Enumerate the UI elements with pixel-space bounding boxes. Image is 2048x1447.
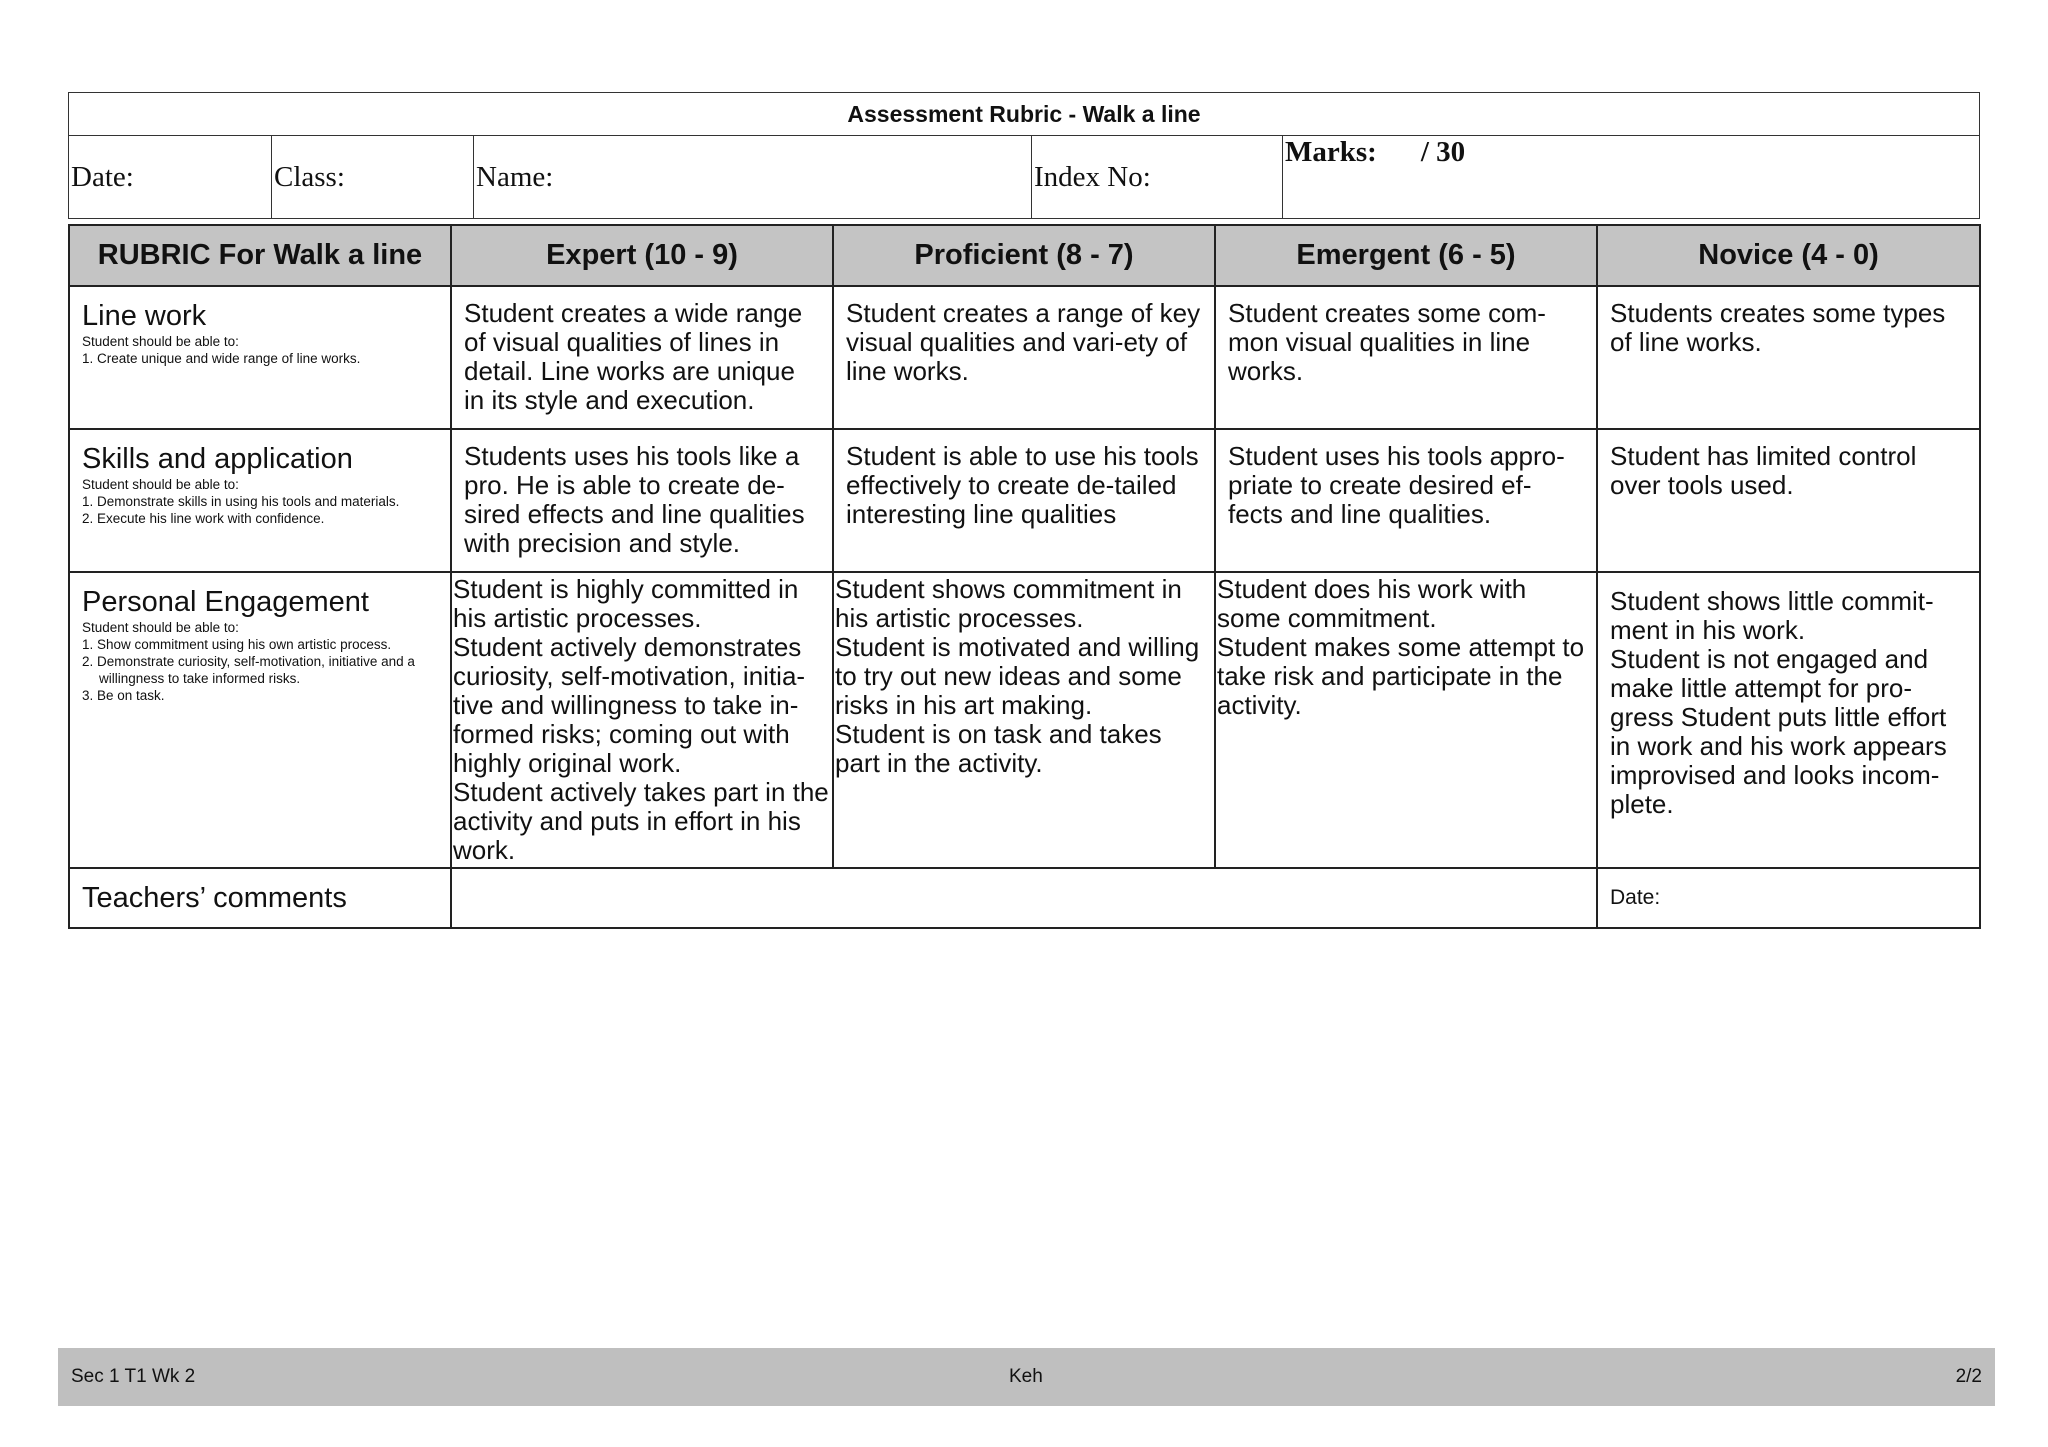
rubric-row-personal-engagement	[69, 572, 1980, 868]
marks-total: / 30	[1420, 136, 1466, 168]
descriptor-emergent: Student creates some com-mon visual qualities in line works.	[1215, 286, 1597, 429]
objective-item: 2. Execute his line work with confidence.	[82, 511, 325, 526]
rubric-row-teachers-comments	[69, 868, 1980, 928]
descriptor-emergent: Student uses his tools appro-priate to create desired ef-fects and line qualities.	[1215, 429, 1597, 572]
page-footer	[58, 1348, 1995, 1406]
student-info-header	[68, 92, 1980, 219]
criterion-cell	[69, 286, 451, 429]
criterion-title: Skills and application	[82, 443, 353, 475]
objective-item: 1. Demonstrate skills in using his tools and materials.	[82, 494, 400, 509]
class-label: Class:	[274, 160, 345, 193]
criterion-intro: Student should be able to:	[82, 620, 239, 635]
descriptor-novice: Student has limited control over tools used.	[1597, 429, 1980, 572]
criterion-intro: Student should be able to:	[82, 477, 239, 492]
rubric-criteria-header: RUBRIC For Walk a line	[69, 225, 451, 286]
descriptor-novice: Students creates some types of line works.	[1597, 286, 1980, 429]
descriptor-proficient: Student is able to use his tools effectively to create de-tailed interesting line qualities	[833, 429, 1215, 572]
comments-date-field[interactable]	[1597, 868, 1980, 928]
footer-page-number: 2/2	[1955, 1366, 1982, 1387]
criterion-objectives	[82, 493, 440, 527]
marks-field[interactable]	[1283, 136, 1980, 219]
objective-item: 1. Create unique and wide range of line works.	[82, 351, 361, 366]
criterion-intro: Student should be able to:	[82, 334, 239, 349]
rubric-row-skills-and-application	[69, 429, 1980, 572]
teachers-comments-label: Teachers’ comments	[69, 868, 451, 928]
criterion-cell	[69, 429, 451, 572]
index-no-label: Index No:	[1034, 160, 1151, 193]
footer-course-code: Sec 1 T1 Wk 2	[71, 1366, 196, 1387]
footer-author: Keh	[1009, 1366, 1043, 1387]
rubric-header-row	[69, 225, 1980, 286]
marks-label: Marks:	[1285, 136, 1377, 168]
level-header-proficient: Proficient (8 - 7)	[833, 225, 1215, 286]
descriptor-emergent: Student does his work with some commitment. Student makes some attempt to take risk and participate in the activity.	[1215, 572, 1597, 868]
name-field[interactable]	[474, 136, 1032, 219]
name-label: Name:	[476, 160, 554, 193]
document-title: Assessment Rubric - Walk a line	[69, 93, 1980, 136]
criterion-title: Line work	[82, 300, 207, 332]
criterion-objectives	[82, 636, 440, 704]
teachers-comments-field[interactable]	[451, 868, 1597, 928]
level-header-novice: Novice (4 - 0)	[1597, 225, 1980, 286]
descriptor-expert: Student creates a wide range of visual qualities of lines in detail. Line works are unique in its style and execution.	[451, 286, 833, 429]
descriptor-proficient: Student shows commitment in his artistic processes. Student is motivated and willing to try out new ideas and some risks in his art making. Student is on task and takes part in the activity.	[833, 572, 1215, 868]
level-header-emergent: Emergent (6 - 5)	[1215, 225, 1597, 286]
criterion-cell	[69, 572, 451, 868]
objective-item: 2. Demonstrate curiosity, self-motivation, initiative and a willingness to take informed risks.	[82, 654, 415, 686]
descriptor-expert: Student is highly committed in his artistic processes. Student actively demonstrates curiosity, self-motivation, initia-tive and willingness to take in-formed risks; coming out with highly original work. Student actively takes part in the activity and puts in effort in his work.	[451, 572, 833, 868]
date-field[interactable]	[69, 136, 272, 219]
descriptor-proficient: Student creates a range of key visual qualities and vari-ety of line works.	[833, 286, 1215, 429]
index-no-field[interactable]	[1032, 136, 1283, 219]
criterion-objectives	[82, 350, 440, 367]
level-header-expert: Expert (10 - 9)	[451, 225, 833, 286]
class-field[interactable]	[272, 136, 474, 219]
objective-item: 3. Be on task.	[82, 688, 165, 703]
criterion-title: Personal Engagement	[82, 586, 369, 618]
rubric-row-line-work	[69, 286, 1980, 429]
date-label: Date:	[71, 160, 134, 193]
objective-item: 1. Show commitment using his own artistic process.	[82, 637, 392, 652]
descriptor-expert: Students uses his tools like a pro. He is able to create de-sired effects and line qualities with precision and style.	[451, 429, 833, 572]
comments-date-label: Date:	[1610, 886, 1661, 909]
descriptor-novice: Student shows little commit-ment in his work. Student is not engaged and make little attempt for pro-gress Student puts little effort in work and his work appears improvised and looks incom-plete.	[1597, 572, 1980, 868]
rubric-table	[68, 224, 1981, 929]
